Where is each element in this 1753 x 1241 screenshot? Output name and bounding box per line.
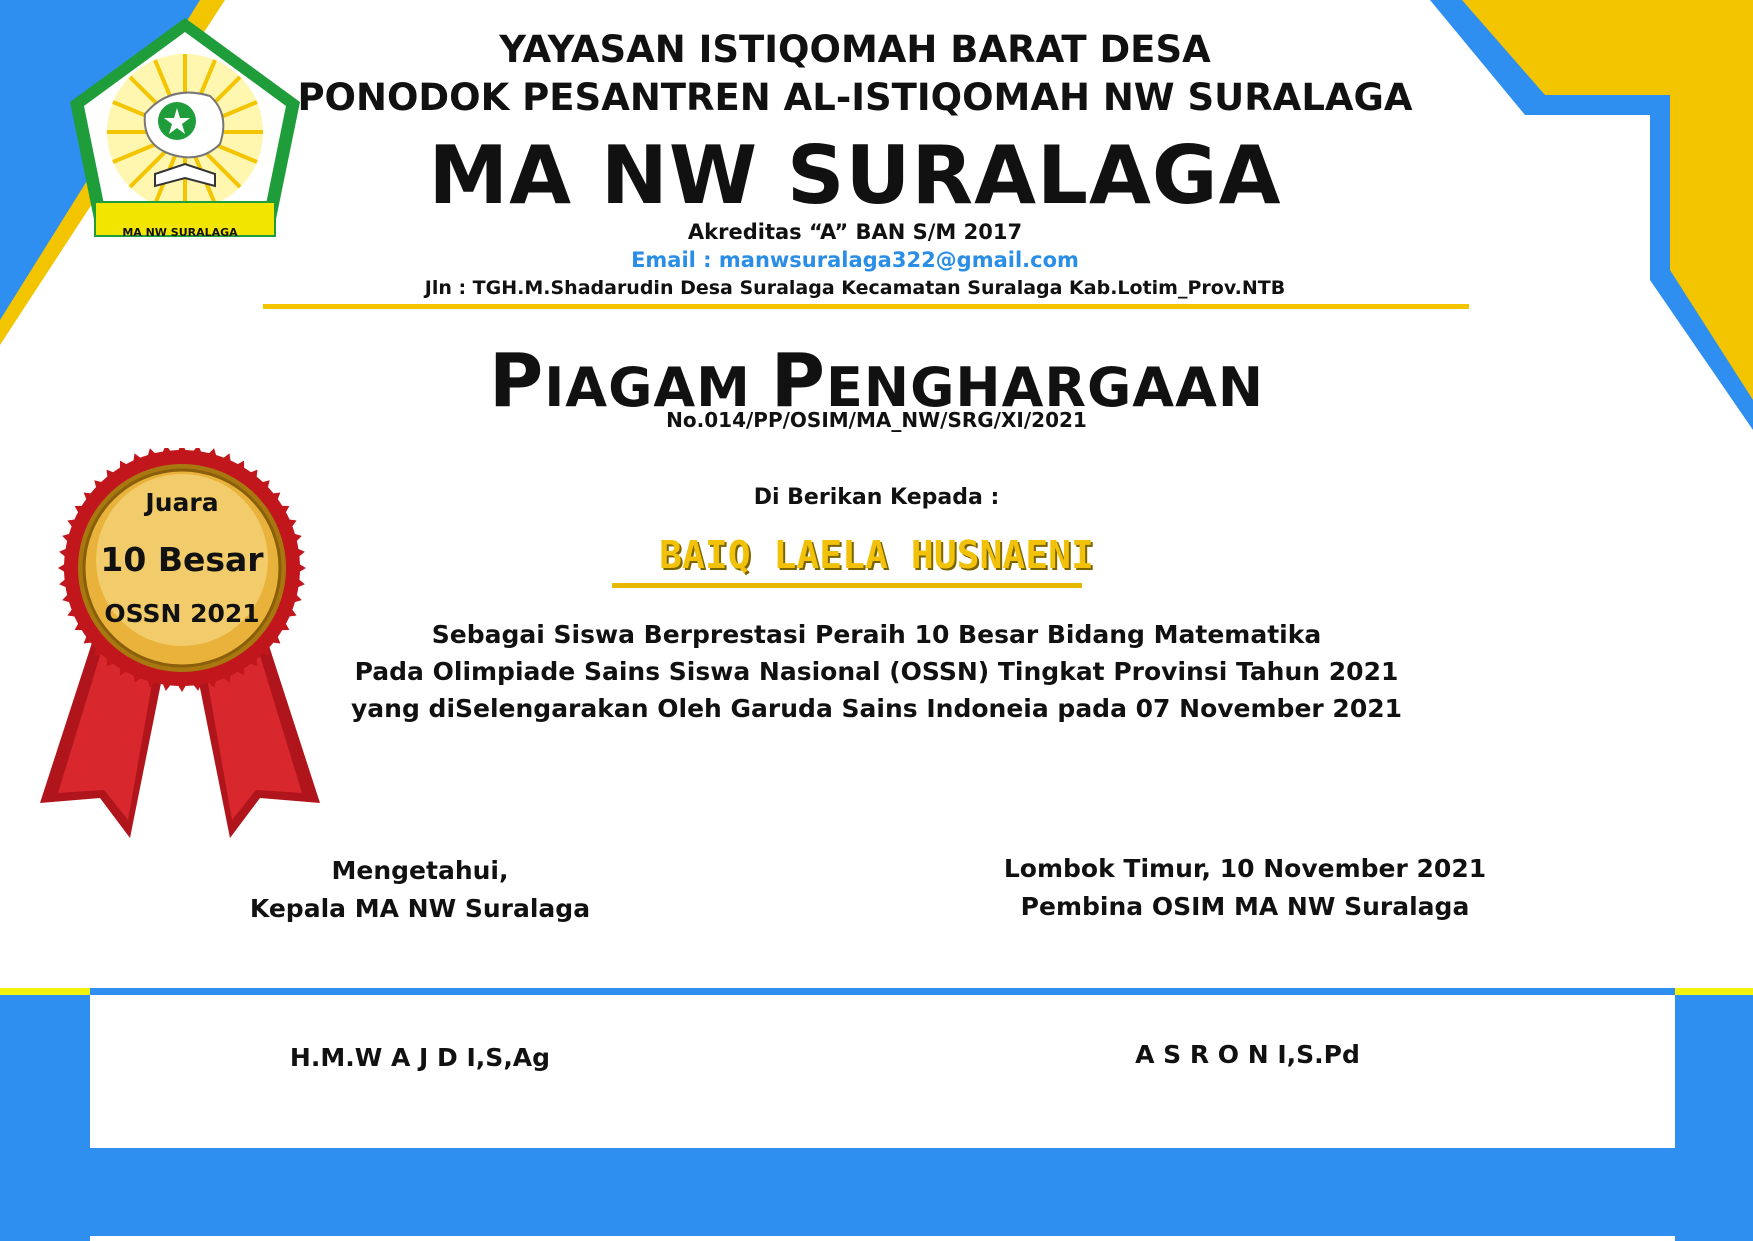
title-initial-1: P bbox=[488, 338, 545, 424]
title-rest-2: ENGHARGAAN bbox=[825, 356, 1265, 419]
signatory-right-name: A S R O N I,S.Pd bbox=[1135, 1040, 1360, 1069]
school-name: MA NW SURALAGA bbox=[428, 129, 1282, 222]
signature-left-line2: Kepala MA NW Suralaga bbox=[249, 894, 591, 923]
accreditation: Akreditas “A” BAN S/M 2017 bbox=[687, 220, 1023, 244]
school-address: Jln : TGH.M.Shadarudin Desa Suralaga Kecamatan Suralaga Kab.Lotim_Prov.NTB bbox=[424, 277, 1286, 299]
signature-block-right bbox=[960, 850, 1530, 926]
seal-line-event: OSSN 2021 bbox=[104, 599, 260, 628]
bottom-right-yellow-line bbox=[1675, 988, 1753, 995]
signature-block-left bbox=[200, 852, 640, 928]
certificate-number: No.014/PP/OSIM/MA_NW/SRG/XI/2021 bbox=[666, 408, 1087, 432]
signature-right-line1: Lombok Timur, 10 November 2021 bbox=[1003, 854, 1487, 883]
description-line: Sebagai Siswa Berprestasi Peraih 10 Besar Bidang Matematika bbox=[431, 620, 1322, 649]
description-line: yang diSelengarakan Oleh Garuda Sains Indoneia pada 07 November 2021 bbox=[350, 694, 1403, 723]
signatory-left-name: H.M.W A J D I,S,Ag bbox=[289, 1043, 551, 1072]
title-rest-1: IAGAM bbox=[544, 356, 771, 419]
pesantren-name: PONODOK PESANTREN AL-ISTIQOMAH NW SURALAGA bbox=[297, 76, 1413, 119]
recipient-name: BAIQ LAELA HUSNAENI bbox=[659, 533, 1094, 577]
given-to-label: Di Berikan Kepada : bbox=[753, 485, 1000, 510]
signature-left-line1: Mengetahui, bbox=[331, 856, 509, 885]
bottom-white-strip bbox=[90, 1236, 1675, 1241]
school-email: Email : manwsuralaga322@gmail.com bbox=[631, 248, 1079, 272]
recipient-underline bbox=[612, 583, 1082, 589]
foundation-name: YAYASAN ISTIQOMAH BARAT DESA bbox=[499, 28, 1211, 71]
seal-line-rank: 10 Besar bbox=[100, 540, 264, 579]
bottom-left-yellow-line bbox=[0, 988, 90, 995]
logo-label: MA NW SURALAGA bbox=[122, 226, 238, 239]
title-initial-2: P bbox=[770, 338, 826, 424]
seal-line-juara: Juara bbox=[145, 488, 219, 517]
header-divider bbox=[263, 304, 1469, 309]
signature-right-line2: Pembina OSIM MA NW Suralaga bbox=[1020, 892, 1470, 921]
description-line: Pada Olimpiade Sains Siswa Nasional (OSSN) Tingkat Provinsi Tahun 2021 bbox=[354, 657, 1399, 686]
